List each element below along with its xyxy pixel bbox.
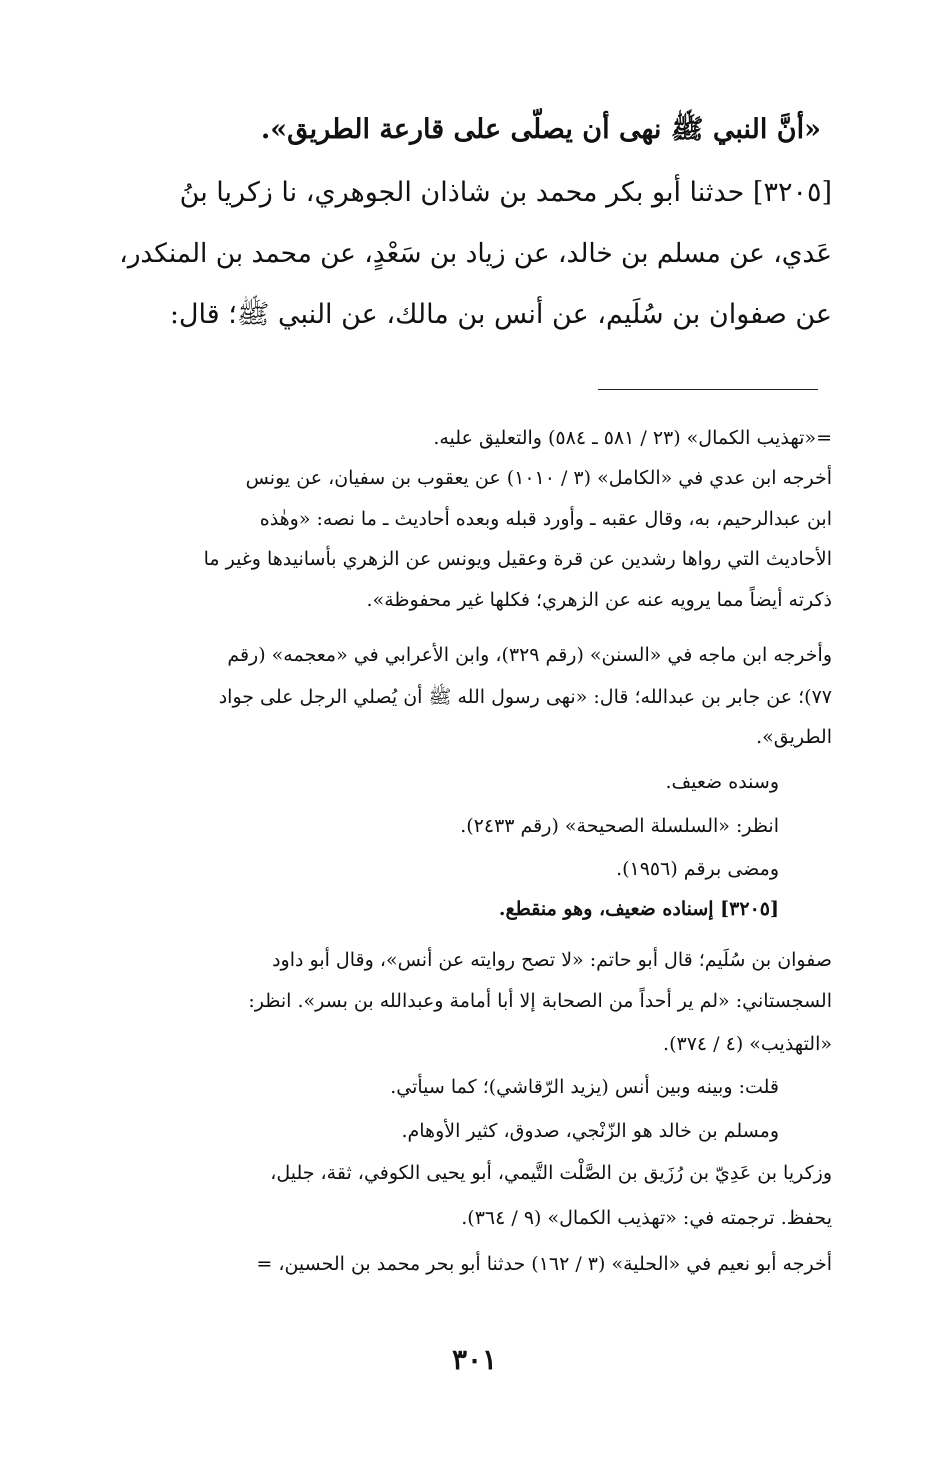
hadith-text-line-1: «أنَّ النبي ﷺ نهى أن يصلّى على قارعة الطريق».: [260, 114, 821, 145]
footnote-line: «التهذيب» (٤ / ٣٧٤).: [663, 1033, 832, 1055]
footnote-line: ذكرته أيضاً مما يرويه عنه عن الزهري؛ فكلها غير محفوظة».: [366, 589, 832, 611]
footnote-line: انظر: «السلسلة الصحيحة» (رقم ٢٤٣٣).: [460, 815, 779, 837]
footnote-line: ومسلم بن خالد هو الزّنْجي، صدوق، كثير الأوهام.: [401, 1120, 779, 1142]
hadith-isnad-line-1: [٣٢٠٥] حدثنا أبو بكر محمد بن شاذان الجوهري، نا زكريا بنُ: [179, 177, 832, 208]
footnote-line: وسنده ضعيف.: [665, 771, 779, 793]
page-number: ٣٠١: [451, 1343, 498, 1376]
footnote-separator: [598, 389, 818, 390]
footnote-line: وزكريا بن عَدِيّ بن رُزَيق بن الصَّلْت التَّيمي، أبو يحيى الكوفي، ثقة، جليل،: [270, 1162, 832, 1184]
footnote-line: ومضى برقم (١٩٥٦).: [616, 858, 779, 880]
footnote-line: قلت: وبينه وبين أنس (يزيد الرّقاشي)؛ كما سيأتي.: [390, 1076, 779, 1098]
footnote-line: السجستاني: «لم ير أحداً من الصحابة إلا أبا أمامة وعبدالله بن بسر». انظر:: [248, 990, 832, 1012]
footnote-line: ابن عبدالرحيم، به، وقال عقبه ـ وأورد قبله وبعده أحاديث ـ ما نصه: «وهٰذه: [259, 508, 832, 530]
hadith-isnad-line-3: عن صفوان بن سُلَيم، عن أنس بن مالك، عن النبي ﷺ؛ قال:: [169, 299, 832, 330]
footnote-line: وأخرجه ابن ماجه في «السنن» (رقم ٣٢٩)، وابن الأعرابي في «معجمه» (رقم: [227, 644, 832, 666]
footnote-line: صفوان بن سُلَيم؛ قال أبو حاتم: «لا تصح روايته عن أنس»، وقال أبو داود: [272, 949, 832, 971]
hadith-isnad-line-2: عَدي، عن مسلم بن خالد، عن زياد بن سَعْدٍ، عن محمد بن المنكدر،: [119, 239, 832, 269]
footnote-line: أخرجه أبو نعيم في «الحلية» (٣ / ١٦٢) حدثنا أبو بحر محمد بن الحسين، =: [256, 1253, 832, 1275]
footnote-line: الطريق».: [756, 726, 832, 748]
footnote-bold-heading: [٣٢٠٥] إسناده ضعيف، وهو منقطع.: [498, 898, 779, 920]
footnote-line: أخرجه ابن عدي في «الكامل» (٣ / ١٠١٠) عن يعقوب بن سفيان، عن يونس: [245, 467, 832, 489]
footnote-line: الأحاديث التي رواها رشدين عن قرة وعقيل ويونس عن الزهري بأسانيدها وغير ما: [203, 548, 832, 570]
footnote-line: =«تهذيب الكمال» (٢٣ / ٥٨١ ـ ٥٨٤) والتعليق عليه.: [433, 427, 832, 449]
footnote-line: يحفظ. ترجمته في: «تهذيب الكمال» (٩ / ٣٦٤).: [461, 1207, 832, 1229]
footnote-line: ٧٧)؛ عن جابر بن عبدالله؛ قال: «نهى رسول الله ﷺ أن يُصلي الرجل على جواد: [218, 686, 832, 708]
footnote-line: [499, 895, 779, 923]
